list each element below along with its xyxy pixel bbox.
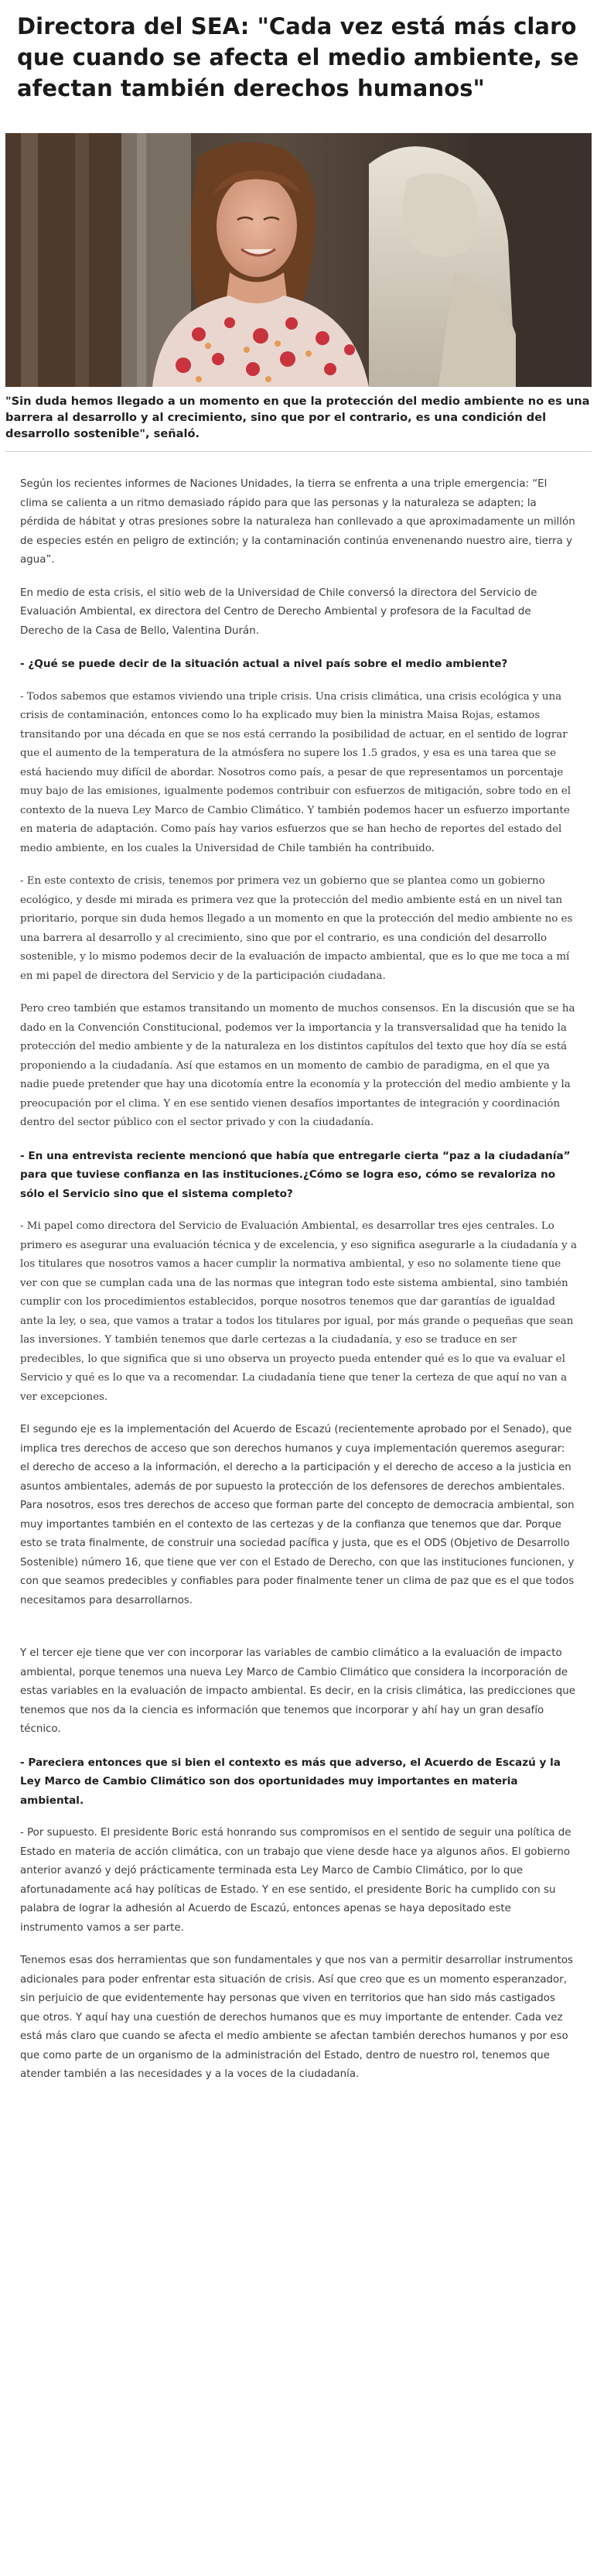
paragraph: Y el tercer eje tiene que ver con incorporar las variables de cambio climático a la evaluación de impacto ambiental, porque tenemos una nueva Ley Marco de Cambio Climático que considera la incorporación de estas variables en la evaluación de impacto ambiental. Es decir, en la crisis climática, las predicciones que tenemos que nos da la ciencia es información que tenemos que incorporar y ahí hay un gran desafío técnico.	[20, 1647, 576, 1735]
photo-caption: "Sin duda hemos llegado a un momento en que la protección del medio ambiente no es una barrera al desarrollo y al crecimiento, sino que por el contrario, es una condición del desarrollo sostenible", señaló.	[5, 393, 592, 452]
paragraph: - Mi papel como directora del Servicio de Evaluación Ambiental, es desarrollar tres ejes centrales. Lo primero es asegurar una evaluación técnica y de excelencia, y eso significa asegurarle a la ciudadanía y a los titulares que nosotros vamos a hacer cumplir la normativa ambiental, y eso no solamente tiene que ver con que se cumplan cada una de las normas que integran todo este sistema ambiental, sino también cumplir con los procedimientos establecidos, porque nosotros tenemos que dar garantías de igualdad ante la ley, o sea, que vamos a tratar a todos los titulares por igual, por más grande o pequeñas que sean las inversiones. Y también tenemos que darle certezas a la ciudadanía, y eso se traduce en ser predecibles, lo que significa que si uno observa un proyecto pueda entender qué es lo que va evaluar el Servicio y qué es lo que va a recomendar. La ciudadanía tiene que tener la certeza de que aquí no van a ver excepciones.	[20, 1220, 577, 1403]
article-body	[0, 452, 597, 2085]
hero-photo	[5, 133, 592, 387]
paragraph: - Todos sabemos que estamos viviendo una triple crisis. Una crisis climática, una crisis ecológica y una crisis de contaminación, entonces como lo ha explicado muy bien la ministra Maisa Rojas, estamos transitando por una década en que se nos está cerrando la posibilidad de actuar, en el sentido de lograr que el aumento de la temperatura de la atmósfera no supere los 1.5 grados, y esa es una tarea que se está haciendo muy difícil de abordar. Nosotros como país, a pesar de que representamos un porcentaje muy bajo de las emisiones, igualmente podemos contribuir con esfuerzos de mitigación, sobre todo en el contexto de la nueva Ley Marco de Cambio Climático. Y también podemos hacer un esfuerzo importante en materia de adaptación. Como país hay varios esfuerzos que se han hecho de reportes del estado del medio ambiente, en los cuales la Universidad de Chile también ha contribuido.	[20, 690, 571, 854]
paragraph: - En este contexto de crisis, tenemos por primera vez un gobierno que se plantea como un gobierno ecológico, y desde mi mirada es primera vez que la protección del medio ambiente está en un nivel tan prioritario, porque sin duda hemos llegado a un momento en que la protección del medio ambiente no es una barrera al desarrollo y al crecimiento, sino que por el contrario, es una condición del desarrollo sostenible, y lo mismo podemos decir de la evaluación de impacto ambiental, que es lo que me toca a mí en mi papel de directora del Servicio y de la participación ciudadana.	[20, 875, 573, 982]
article-title: Directora del SEA: "Cada vez está más claro que cuando se afecta el medio ambiente, se afectan también derechos humanos"	[17, 13, 579, 101]
paragraph: Pero creo también que estamos transitando un momento de muchos consensos. En la discusión que se ha dado en la Convención Constitucional, podemos ver la importancia y la transversalidad que ha tenido la protección del medio ambiente y de la naturaleza en los distintos capítulos del texto que hoy día se está proponiendo a la ciudadanía. Así que estamos en un momento de cambio de paradigma, en el que ya nadie puede pretender que hay una dicotomía entre la economía y la protección del medio ambiente y la preocupación por el clima. Y en ese sentido vienen desafíos importantes de integración y coordinación dentro del sector público con el sector privado y con la ciudadanía.	[20, 1003, 575, 1128]
interview-question: - Pareciera entonces que si bien el contexto es más que adverso, el Acuerdo de Escazú y la Ley Marco de Cambio Climático son dos oportunidades muy importantes en materia ambiental.	[20, 1756, 561, 1807]
interview-question: - ¿Qué se puede decir de la situación actual a nivel país sobre el medio ambiente?	[20, 658, 508, 670]
title-block	[0, 0, 597, 113]
paragraph: Tenemos esas dos herramientas que son fundamentales y que nos van a permitir desarrollar instrumentos adicionales para poder enfrentar esta situación de crisis. Así que creo que es un momento esperanzador, sin perjuicio de que evidentemente hay personas que viven en territorios que han sido más castigados que otros. Y aquí hay una cuestión de derechos humanos que es muy importante de entender. Cada vez está más claro que cuando se afecta el medio ambiente se afectan también derechos humanos y por eso que como parte de un organismo de la administración del Estado, dentro de nuestro rol, tenemos que atender también a las necesidades y a la voces de la ciudadanía.	[20, 1955, 574, 2080]
paragraph: - Por supuesto. El presidente Boric está honrando sus compromisos en el sentido de seguir una política de Estado en materia de acción climática, con un trabajo que viene desde hace ya algunos años. El gobierno anterior avanzó y dejó prácticamente terminada esta Ley Marco de Cambio Climático, por lo que afortunadamente acá hay políticas de Estado. Y en ese sentido, el presidente Boric ha cumplido con su palabra de lograr la adhesión al Acuerdo de Escazú, entonces apenas se haya depositado este instrumento vamos a ser parte.	[20, 1827, 571, 1934]
interview-question: - En una entrevista reciente mencionó que había que entregarle cierta “paz a la ciudadanía” para que tuviese confianza en las instituciones.¿Cómo se logra eso, cómo se revaloriza no sólo el Servicio sino que el sistema completo?	[20, 1149, 571, 1200]
paragraph: Según los recientes informes de Naciones Unidades, la tierra se enfrenta a una triple emergencia: “El clima se calienta a un ritmo demasiado rápido para que las personas y la naturaleza se adapten; la pérdida de hábitat y otras presiones sobre la naturaleza han conllevado a que aproximadamente un millón de especies estén en peligro de extinción; y la contaminación continúa envenenando nuestro aire, tierra y agua”.	[20, 478, 575, 566]
portrait-illustration	[5, 133, 592, 387]
paragraph: El segundo eje es la implementación del Acuerdo de Escazú (recientemente aprobado por el Senado), que implica tres derechos de acceso que son derechos humanos y cuya implementación queremos asegurar: el derecho de acceso a la información, el derecho a la participación y el derecho de acceso a la justicia en asuntos ambientales, además de por supuesto la protección de los defensores de derechos ambientales. Para nosotros, esos tres derechos de acceso que forman parte del concepto de democracia ambiental, son muy importantes también en el contexto de las certezas y de la confianza que tenemos que dar. Porque esto se trata finalmente, de construir una sociedad pacífica y justa, que es el ODS (Objetivo de Desarrollo Sostenible) número 16, que tiene que ver con el Estado de Derecho, con que las instituciones funcionen, y con que seamos predecibles y confiables para poder finalmente tener un clima de paz que es el que todos necesitamos para desarrollarnos.	[20, 1424, 575, 1606]
paragraph: En medio de esta crisis, el sitio web de la Universidad de Chile conversó la directora del Servicio de Evaluación Ambiental, ex directora del Centro de Derecho Ambiental y profesora de la Facultad de Derecho de la Casa de Bello, Valentina Durán.	[20, 587, 537, 637]
